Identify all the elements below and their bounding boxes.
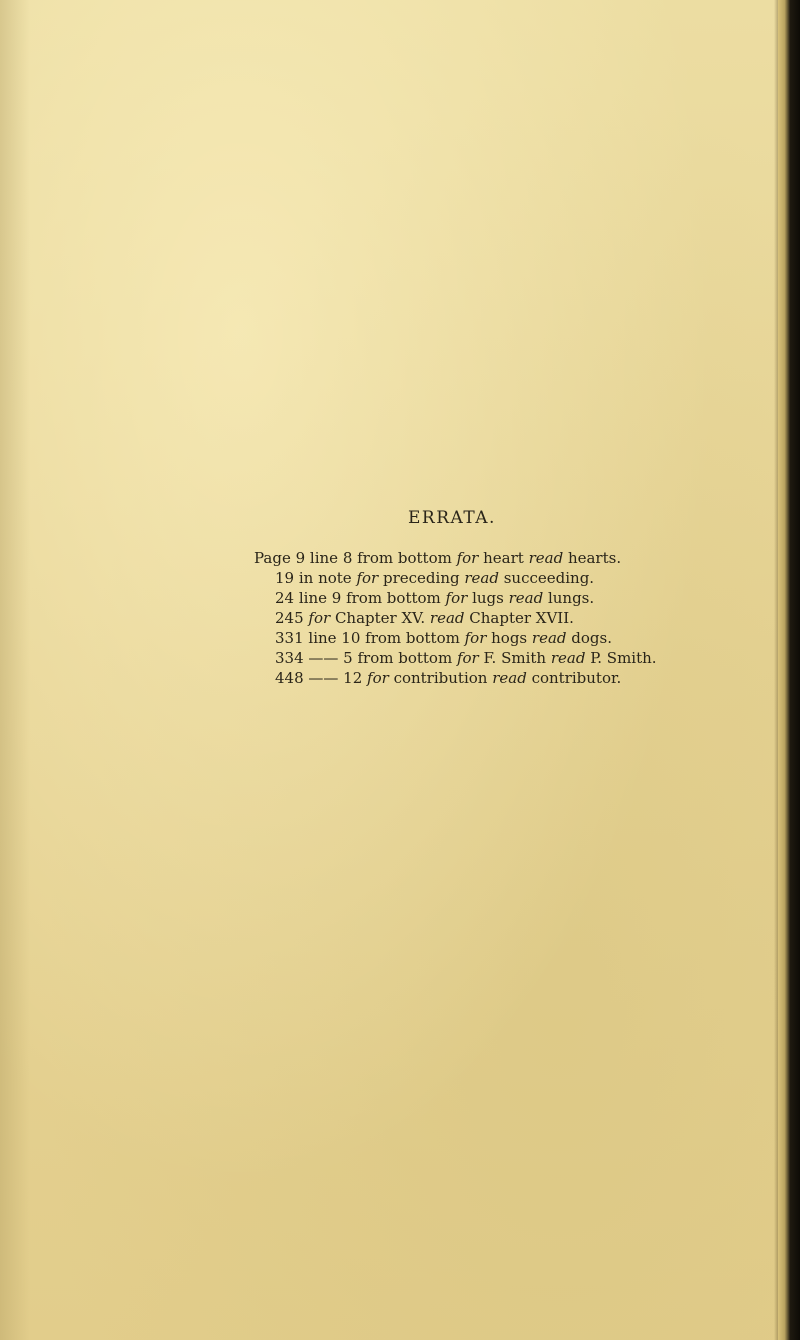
for-word: for — [356, 569, 379, 587]
for-word: for — [456, 549, 479, 567]
wrong-text: contribution — [388, 669, 493, 687]
errata-entry — [254, 549, 621, 568]
read-word: read — [550, 649, 586, 667]
read-word: read — [531, 629, 567, 647]
errata-entry — [275, 589, 594, 608]
errata-entry — [275, 569, 594, 588]
entry-location: 19 in note — [275, 569, 357, 587]
correct-text: succeeding. — [498, 569, 595, 587]
correct-text: P. Smith. — [585, 649, 657, 667]
read-word: read — [508, 589, 544, 607]
wrong-text: F. Smith — [478, 649, 551, 667]
wrong-text: hogs — [486, 629, 532, 647]
read-word: read — [492, 669, 527, 687]
read-word: read — [464, 569, 499, 587]
errata-entry — [275, 669, 621, 688]
correct-text: hearts. — [563, 549, 622, 567]
wrong-text: preceding — [378, 569, 465, 587]
read-word: read — [429, 609, 465, 627]
for-word: for — [456, 649, 479, 667]
correct-text: contributor. — [526, 669, 622, 687]
read-word: read — [528, 549, 564, 567]
wrong-text: Chapter XV. — [330, 609, 430, 627]
correct-text: Chapter XVII. — [464, 609, 574, 627]
errata-entry — [275, 609, 574, 628]
for-word: for — [308, 609, 331, 627]
entry-location: Page 9 line 8 from bottom — [254, 549, 457, 567]
for-word: for — [367, 669, 389, 687]
errata-entry — [275, 629, 612, 648]
entry-location: 24 line 9 from bottom — [275, 589, 446, 607]
entry-location: 448 —— 12 — [275, 669, 368, 687]
for-word: for — [445, 589, 468, 607]
book-spine — [778, 0, 800, 1340]
errata-entry — [275, 649, 657, 668]
correct-text: lungs. — [543, 589, 595, 607]
wrong-text: lugs — [467, 589, 509, 607]
page-shadow-left — [0, 0, 30, 1340]
correct-text: dogs. — [566, 629, 612, 647]
entry-location: 331 line 10 from bottom — [275, 629, 465, 647]
wrong-text: heart — [478, 549, 529, 567]
entry-location: 245 — [275, 609, 309, 627]
entry-location: 334 —— 5 from bottom — [275, 649, 457, 667]
errata-title: ERRATA. — [408, 508, 496, 528]
for-word: for — [464, 629, 487, 647]
